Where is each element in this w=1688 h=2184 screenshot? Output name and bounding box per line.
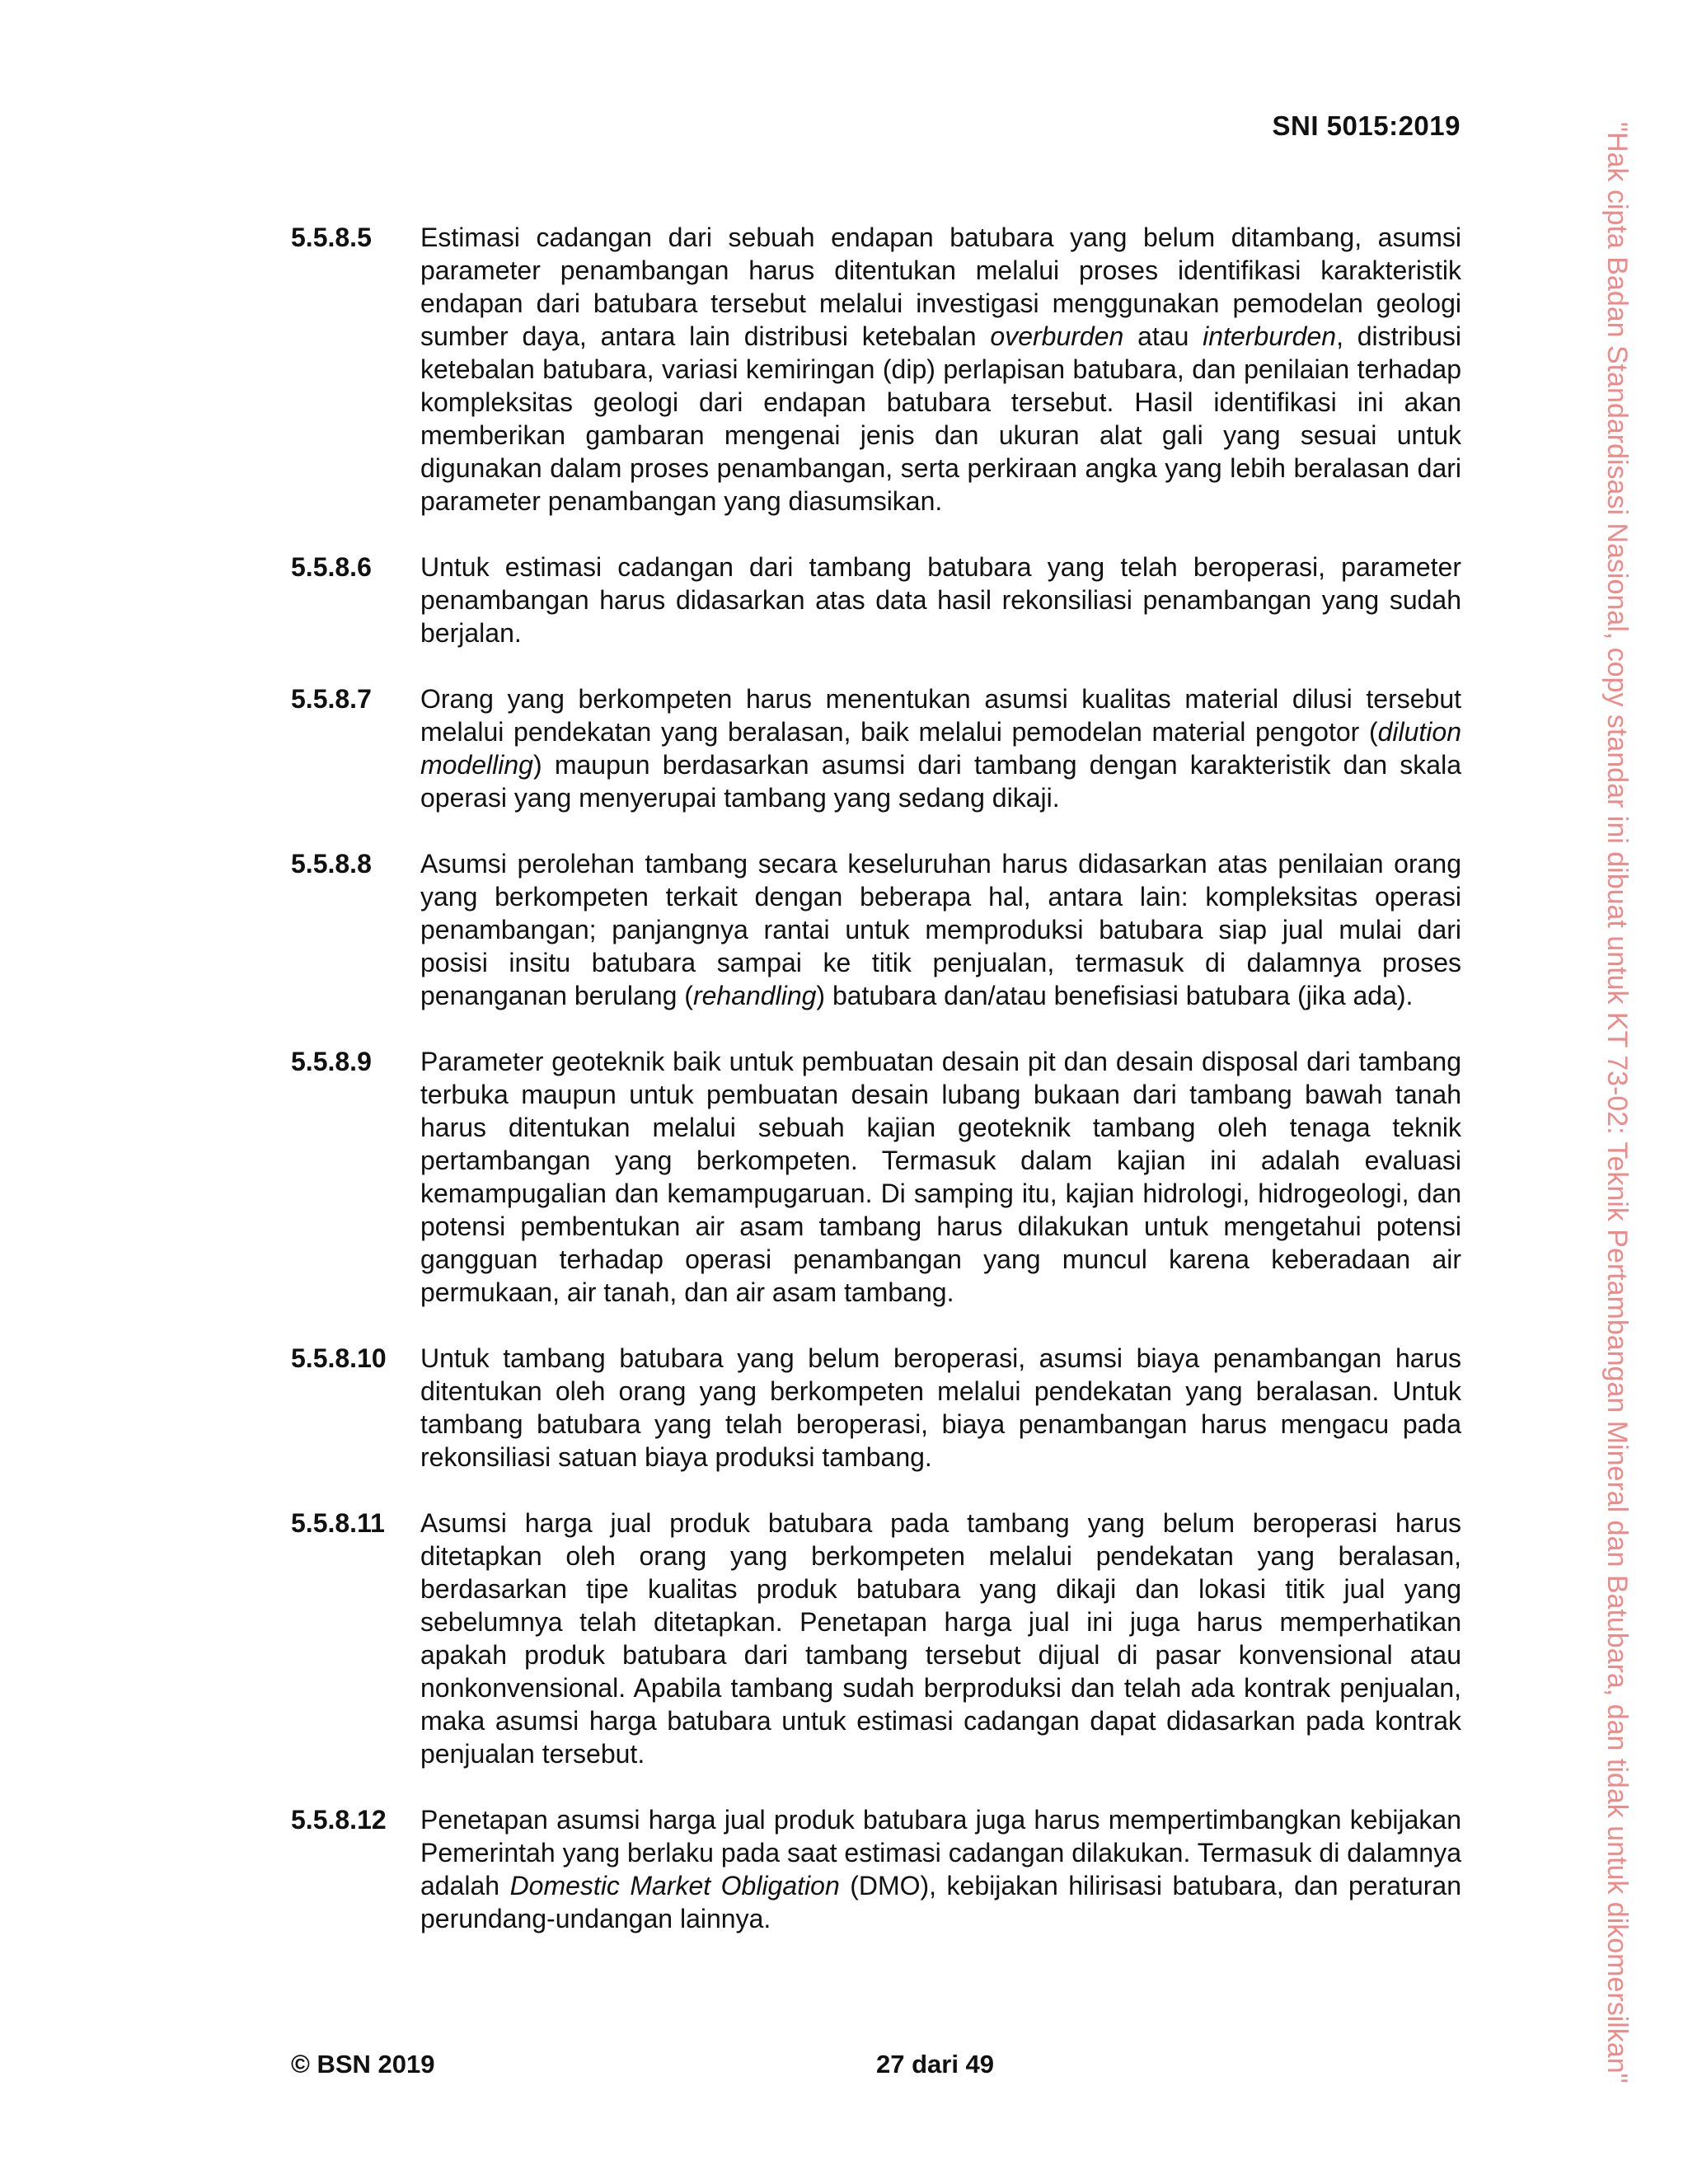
text-run: , distribusi ketebalan batubara, variasi kemiringan (dip) perlapisan batubara, dan penilaian terhadap kompleksitas geologi dari endapan batubara tersebut. Hasil identifikasi ini akan memberikan gambaran mengenai jenis dan ukuran alat gali yang sesuai untuk digunakan dalam proses penambangan, serta perkiraan angka yang lebih beralasan dari parameter penambangan yang diasumsikan. [420,321,1462,516]
clause-text [420,221,1461,518]
clause-5-5-8-5 [291,221,1461,518]
clause-text [420,847,1461,1012]
text-run: Parameter geoteknik baik untuk pembuatan desain pit dan desain disposal dari tambang terbuka maupun untuk pembuatan desain lubang bukaan dari tambang bawah tanah harus ditentukan melalui sebuah kajian geoteknik tambang oleh tenaga teknik pertambangan yang berkompeten. Termasuk dalam kajian ini adalah evaluasi kemampugalian dan kemampugaruan. Di samping itu, kajian hidrologi, hidrogeologi, dan potensi pembentukan air asam tambang harus dilakukan untuk mengetahui potensi gangguan terhadap operasi penambangan yang muncul karena keberadaan air permukaan, air tanah, dan air asam tambang. [420,1047,1461,1307]
text-run: Penetapan asumsi harga jual produk batubara juga harus mempertimbangkan kebijakan Pemerintah yang berlaku pada saat estimasi cadangan dilakukan. Termasuk di dalamnya adalah [420,1805,1461,1900]
text-run: Asumsi perolehan tambang secara keseluruhan harus didasarkan atas penilaian orang yang berkompeten terkait dengan beberapa hal, antara lain: kompleksitas operasi penambangan; panjangnya rantai untuk memproduksi batubara siap jual mulai dari posisi insitu batubara sampai ke titik penjualan, termasuk di dalamnya proses penanganan berulang ( [420,849,1461,1010]
clause-number: 5.5.8.5 [291,223,372,252]
document-code: SNI 5015:2019 [1272,110,1461,141]
italic-term: overburden [990,321,1124,351]
copyright-watermark: "Hak cipta Badan Standardisasi Nasional, copy standar ini dibuat untuk KT 73-02: Teknik Pertambangan Mineral dan Batubara, dan tidak untuk dikomersilkan" [1601,122,1633,2083]
clause-number: 5.5.8.12 [291,1805,387,1835]
text-run: atau [1123,321,1203,351]
clause-number: 5.5.8.11 [291,1508,385,1538]
clause-5-5-8-9 [291,1045,1461,1309]
footer-page-number: 27 dari 49 [876,2050,995,2079]
text-run: ) batubara dan/atau benefisiasi batubara (jika ada). [816,981,1414,1010]
clause-text [420,1507,1461,1770]
clause-5-5-8-11 [291,1507,1461,1770]
italic-term: interburden [1203,321,1337,351]
text-run: Untuk tambang batubara yang belum beroperasi, asumsi biaya penambangan harus ditentukan oleh orang yang berkompeten melalui pendekatan yang beralasan. Untuk tambang batubara yang telah beroperasi, biaya penambangan harus mengacu pada rekonsiliasi satuan biaya produksi tambang. [420,1343,1461,1472]
text-run: Untuk estimasi cadangan dari tambang batubara yang telah beroperasi, parameter penambangan harus didasarkan atas data hasil rekonsiliasi penambangan yang sudah berjalan. [420,552,1461,648]
text-run: (DMO), kebijakan hilirisasi batubara, dan peraturan perundang-undangan lainnya. [420,1871,1462,1933]
clause-5-5-8-7 [291,682,1461,814]
clause-number: 5.5.8.6 [291,552,372,582]
clause-text [420,551,1461,649]
clause-number: 5.5.8.7 [291,684,372,714]
footer-copyright: © BSN 2019 [291,2050,435,2079]
text-run: ) maupun berdasarkan asumsi dari tambang dengan karakteristik dan skala operasi yang menyerupai tambang yang sedang dikaji. [420,750,1461,813]
text-run: Orang yang berkompeten harus menentukan asumsi kualitas material dilusi tersebut melalui pendekatan yang beralasan, baik melalui pemodelan material pengotor ( [420,684,1461,747]
text-run: Estimasi cadangan dari sebuah endapan batubara yang belum ditambang, asumsi parameter penambangan harus ditentukan melalui proses identifikasi karakteristik endapan dari batubara tersebut melalui investigasi menggunakan pemodelan geologi sumber daya, antara lain distribusi ketebalan [420,223,1461,351]
clause-number: 5.5.8.9 [291,1047,372,1076]
clause-text [420,1045,1461,1309]
italic-term: rehandling [692,981,817,1010]
text-run: Asumsi harga jual produk batubara pada tambang yang belum beroperasi harus ditetapkan oleh orang yang berkompeten melalui pendekatan yang beralasan, berdasarkan tipe kualitas produk batubara yang dikaji dan lokasi titik jual yang sebelumnya telah ditetapkan. Penetapan harga jual ini juga harus memperhatikan apakah produk batubara dari tambang tersebut dijual di pasar konvensional atau nonkonvensional. Apabila tambang sudah berproduksi dan telah ada kontrak penjualan, maka asumsi harga batubara untuk estimasi cadangan dapat didasarkan pada kontrak penjualan tersebut. [420,1508,1461,1769]
clause-5-5-8-12 [291,1803,1461,1935]
clause-text [420,682,1461,814]
clause-text [420,1342,1461,1474]
clause-number: 5.5.8.10 [291,1343,387,1373]
clause-5-5-8-6 [291,551,1461,649]
clause-5-5-8-10 [291,1342,1461,1474]
document-body [291,221,1461,1968]
italic-term: dilution modelling [420,717,1461,780]
clause-number: 5.5.8.8 [291,849,372,879]
italic-term: Domestic Market Obligation [509,1871,840,1900]
clause-5-5-8-8 [291,847,1461,1012]
clause-text [420,1803,1461,1935]
